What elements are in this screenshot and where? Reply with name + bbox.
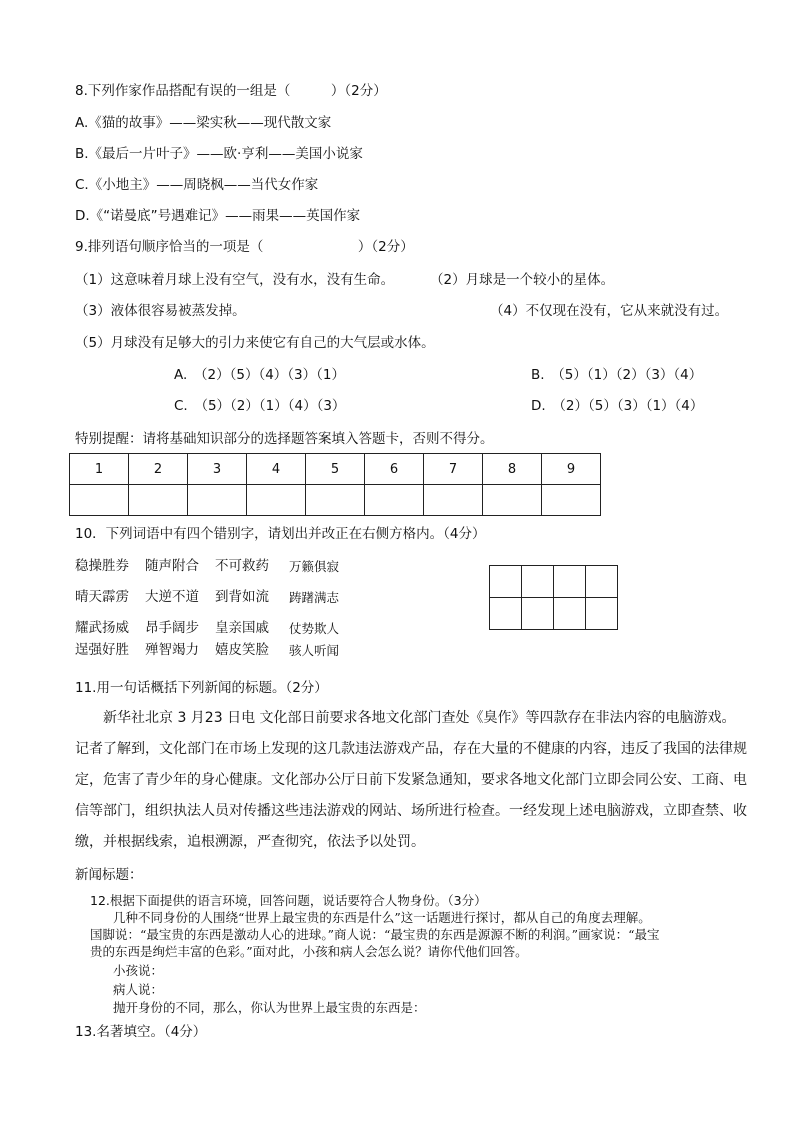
answer-card-header: 4: [247, 454, 306, 485]
q9-sentence-1: （1）这意味着月球上没有空气，没有水，没有生命。: [75, 272, 395, 288]
q10-word: 耀武扬威: [75, 620, 129, 636]
q9-option-d: D. （2）（5）（3）（1）（4）: [531, 398, 704, 414]
correction-cell[interactable]: [522, 598, 554, 630]
q9-option-c: C. （5）（2）（1）（4）（3）: [174, 398, 346, 414]
q10-stem: 10．下列词语中有四个错别字，请划出并改正在右侧方格内。（4分）: [75, 526, 486, 542]
answer-cell[interactable]: [483, 485, 542, 516]
answer-cell[interactable]: [424, 485, 483, 516]
q12-context-line: 国脚说：“最宝贵的东西是激动人心的进球。”商人说：“最宝贵的东西是源源不断的利润。”画家说：“最宝: [90, 927, 660, 942]
q9-option-a: A. （2）（5）（4）（3）（1）: [174, 367, 345, 383]
q11-news-paragraph: 新华社北京 3 月23 日电 文化部日前要求各地文化部门查处《臭作》等四款存在非法内容的电脑游戏。记者了解到，文化部门在市场上发现的这几款违法游戏产品，存在大量的不健康的内容，违反了我国的法律规定，危害了青少年的身心健康。文化部办公厅日前下发紧急通知，要求各地文化部门立即会同公安、工商、电信等部门，组织执法人员对传播这些违法游戏的网站、场所进行检查。一经发现上述电脑游戏，立即查禁、收缴，并根据线索，追根溯源，严查彻究，依法予以处罚。: [75, 710, 747, 850]
q11-stem: 11.用一句话概括下列新闻的标题。（2分）: [75, 680, 328, 696]
q10-word: 稳操胜券: [75, 558, 129, 574]
q10-word: 到背如流: [215, 589, 269, 605]
q9-option-b: B. （5）（1）（2）（3）（4）: [531, 367, 703, 383]
answer-card-header-row: [70, 454, 601, 485]
answer-card-header: 6: [365, 454, 424, 485]
q10-word: 晴天霹雳: [75, 589, 129, 605]
q12-context-line: 几种不同身份的人围绕“世界上最宝贵的东西是什么”这一话题进行探讨，都从自己的角度去理解。: [113, 910, 651, 925]
correction-cell[interactable]: [522, 566, 554, 598]
correction-cell[interactable]: [586, 598, 618, 630]
answer-cell[interactable]: [247, 485, 306, 516]
q10-word: 不可救药: [215, 558, 269, 574]
q10-word: 皇亲国戚: [215, 620, 269, 636]
q10-word: 踌躇满志: [289, 590, 340, 605]
q12-child-prompt: 小孩说：: [113, 963, 164, 978]
q8-option-a: A.《猫的故事》——梁实秋——现代散文家: [75, 115, 332, 131]
answer-card-header: 8: [483, 454, 542, 485]
q10-word: 随声附合: [145, 558, 199, 574]
answer-card-header: 2: [129, 454, 188, 485]
q10-word: 仗势欺人: [289, 621, 340, 636]
answer-cell[interactable]: [188, 485, 247, 516]
q10-word: 昂手阔步: [145, 620, 199, 636]
q9-sentence-5: （5）月球没有足够大的引力来使它有自己的大气层或水体。: [75, 335, 435, 351]
q12-final-prompt: 抛开身份的不同，那么，你认为世界上最宝贵的东西是：: [113, 1000, 426, 1015]
answer-card-header: 5: [306, 454, 365, 485]
q10-word: 万籁俱寂: [289, 559, 340, 574]
correction-cell[interactable]: [586, 566, 618, 598]
correction-cell[interactable]: [490, 598, 522, 630]
q10-word: 大逆不道: [145, 589, 199, 605]
correction-cell[interactable]: [490, 566, 522, 598]
q10-word: 嬉皮笑脸: [215, 642, 269, 658]
q10-word: 殚智竭力: [145, 642, 199, 658]
q11-title-label: 新闻标题：: [75, 867, 143, 883]
q8-stem: 8.下列作家作品搭配有误的一组是（ ）（2分）: [75, 83, 387, 99]
answer-card-header: 7: [424, 454, 483, 485]
q9-sentence-4: （4）不仅现在没有，它从来就没有过。: [490, 303, 729, 319]
answer-card-table: [69, 453, 601, 516]
answer-cell[interactable]: [542, 485, 601, 516]
answer-card-input-row: [70, 485, 601, 516]
q9-sentence-3: （3）液体很容易被蒸发掉。: [75, 303, 246, 319]
answer-cell[interactable]: [365, 485, 424, 516]
answer-card-header: 9: [542, 454, 601, 485]
q10-word: 逞强好胜: [75, 642, 129, 658]
q9-sentence-2: （2）月球是一个较小的星体。: [430, 272, 615, 288]
q8-option-c: C.《小地主》——周晓枫——当代女作家: [75, 177, 319, 193]
q12-context-line: 贵的东西是绚烂丰富的色彩。”面对此，小孩和病人会怎么说？请你代他们回答。: [90, 944, 528, 959]
answer-card-header: 3: [188, 454, 247, 485]
q10-word: 骇人听闻: [289, 643, 340, 658]
correction-grid: [489, 565, 618, 630]
answer-cell[interactable]: [306, 485, 365, 516]
answer-cell[interactable]: [129, 485, 188, 516]
correction-cell[interactable]: [554, 566, 586, 598]
correction-cell[interactable]: [554, 598, 586, 630]
q12-patient-prompt: 病人说：: [113, 982, 164, 997]
answer-card-header: 1: [70, 454, 129, 485]
answer-reminder: 特别提醒：请将基础知识部分的选择题答案填入答题卡，否则不得分。: [75, 431, 494, 447]
answer-cell[interactable]: [70, 485, 129, 516]
q9-stem: 9.排列语句顺序恰当的一项是（ ）（2分）: [75, 239, 414, 255]
q8-option-d: D.《“诺曼底”号遇难记》——雨果——英国作家: [75, 208, 361, 224]
q13-stem: 13.名著填空。（4分）: [75, 1024, 207, 1040]
q8-option-b: B.《最后一片叶子》——欧·亨利——美国小说家: [75, 146, 363, 162]
q12-stem: 12.根据下面提供的语言环境，回答问题，说话要符合人物身份。（3分）: [90, 893, 487, 908]
